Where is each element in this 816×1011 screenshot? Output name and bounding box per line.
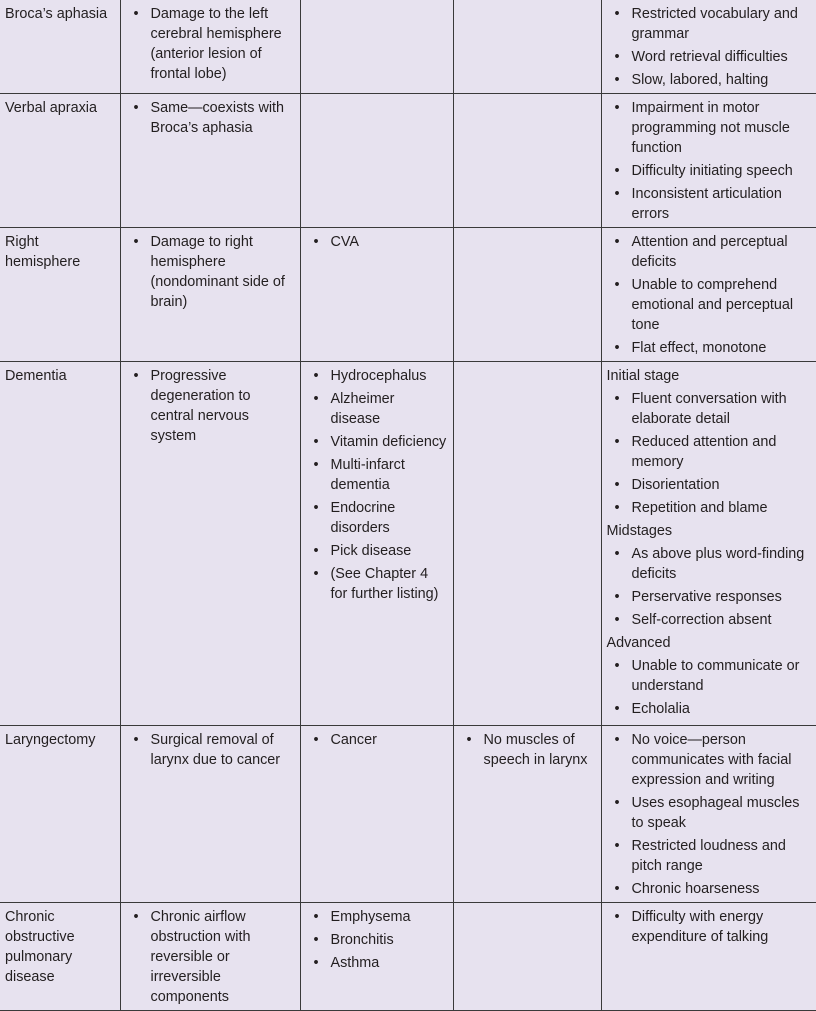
list-item	[607, 232, 812, 272]
condition-cell: Broca’s aphasia	[0, 0, 120, 94]
bullet-icon: •	[614, 589, 620, 605]
list-item	[607, 730, 812, 790]
list-item	[607, 161, 812, 181]
list-item-text: Same—coexists with Broca’s aphasia	[150, 100, 285, 136]
bullet-icon: •	[133, 909, 139, 925]
list-item-text: Perservative responses	[631, 589, 782, 605]
bullet-icon: •	[313, 543, 319, 559]
cause-cell	[120, 94, 300, 228]
list-item-text: Difficulty initiating speech	[631, 163, 793, 179]
bullet-icon: •	[614, 546, 620, 562]
list-item	[126, 232, 295, 312]
features-cell	[601, 94, 816, 228]
list-item-text: Impairment in motor programming not muscle function	[631, 100, 790, 156]
bullet-icon: •	[614, 72, 620, 88]
cause-list	[126, 232, 295, 312]
etiology-cell	[300, 228, 453, 362]
table-row	[0, 0, 816, 94]
bullet-icon: •	[313, 955, 319, 971]
etiology-list	[306, 366, 448, 604]
anatomy-cell	[453, 228, 601, 362]
list-item	[607, 47, 812, 67]
list-item	[607, 498, 812, 518]
etiology-cell	[300, 0, 453, 94]
list-item	[306, 953, 448, 973]
list-item-text: Hydrocephalus	[330, 368, 427, 384]
cause-list	[126, 907, 295, 1007]
bullet-icon: •	[614, 881, 620, 897]
list-item-text: Self-correction absent	[631, 612, 772, 628]
stage-list	[607, 656, 812, 719]
list-item-text: Restricted loudness and pitch range	[631, 838, 786, 874]
list-item	[126, 98, 295, 138]
list-item	[607, 98, 812, 158]
list-item-text: Slow, labored, halting	[631, 72, 769, 88]
bullet-icon: •	[614, 795, 620, 811]
bullet-icon: •	[614, 434, 620, 450]
bullet-icon: •	[133, 368, 139, 384]
bullet-icon: •	[313, 500, 319, 516]
list-item	[607, 70, 812, 90]
stage-label: Initial stage	[606, 368, 680, 384]
etiology-cell	[300, 903, 453, 1011]
list-item-text: Difficulty with energy expenditure of talking	[631, 909, 769, 945]
features-cell	[601, 726, 816, 903]
list-item-text: Repetition and blame	[631, 500, 768, 516]
bullet-icon: •	[614, 909, 620, 925]
list-item	[126, 366, 295, 446]
features-list	[607, 907, 812, 947]
stage-list	[607, 389, 812, 518]
bullet-icon: •	[313, 368, 319, 384]
list-item-text: Attention and perceptual deficits	[631, 234, 788, 270]
table-row	[0, 726, 816, 903]
bullet-icon: •	[614, 186, 620, 202]
bullet-icon: •	[614, 838, 620, 854]
cause-cell	[120, 903, 300, 1011]
etiology-list	[306, 907, 448, 973]
list-item-text: Unable to communicate or understand	[631, 658, 800, 694]
bullet-icon: •	[614, 100, 620, 116]
condition-cell: Chronic obstructive pulmonary disease	[0, 903, 120, 1011]
list-item	[607, 879, 812, 899]
anatomy-cell	[453, 94, 601, 228]
list-item	[607, 389, 812, 429]
bullet-icon: •	[614, 500, 620, 516]
features-list	[607, 4, 812, 90]
list-item	[306, 389, 448, 429]
list-item	[306, 907, 448, 927]
list-item-text: Endocrine disorders	[330, 500, 396, 536]
list-item-text: No voice—person communicates with facial expression and writing	[631, 732, 792, 788]
anatomy-cell	[453, 0, 601, 94]
list-item-text: Uses esophageal muscles to speak	[631, 795, 800, 831]
list-item-text: Cancer	[330, 732, 377, 748]
features-list	[607, 98, 812, 224]
etiology-cell	[300, 362, 453, 726]
list-item-text: Asthma	[330, 955, 380, 971]
list-item	[126, 907, 295, 1007]
list-item	[306, 541, 448, 561]
bullet-icon: •	[133, 234, 139, 250]
list-item-text: Restricted vocabulary and grammar	[631, 6, 798, 42]
list-item-text: Damage to right hemisphere (nondominant side of brain)	[150, 234, 285, 310]
list-item	[459, 730, 596, 770]
bullet-icon: •	[313, 566, 319, 582]
list-item	[607, 699, 812, 719]
bullet-icon: •	[133, 6, 139, 22]
list-item	[607, 793, 812, 833]
etiology-cell	[300, 726, 453, 903]
list-item	[306, 432, 448, 452]
list-item	[126, 4, 295, 84]
list-item	[306, 366, 448, 386]
bullet-icon: •	[313, 909, 319, 925]
bullet-icon: •	[313, 234, 319, 250]
bullet-icon: •	[614, 340, 620, 356]
list-item	[607, 184, 812, 224]
bullet-icon: •	[614, 701, 620, 717]
condition-cell: Dementia	[0, 362, 120, 726]
table-row	[0, 903, 816, 1011]
bullet-icon: •	[614, 732, 620, 748]
list-item-text: Fluent conversation with elaborate detail	[631, 391, 787, 427]
list-item-text: Unable to comprehend emotional and perceptual tone	[631, 277, 794, 333]
list-item-text: Word retrieval difficulties	[631, 49, 788, 65]
table-row	[0, 362, 816, 726]
cause-list	[126, 4, 295, 84]
features-cell	[601, 362, 816, 726]
list-item-text: Bronchitis	[330, 932, 394, 948]
anatomy-cell	[453, 726, 601, 903]
condition-cell: Laryngectomy	[0, 726, 120, 903]
stage-label: Advanced	[606, 635, 671, 651]
list-item-text: Vitamin deficiency	[330, 434, 447, 450]
cause-list	[126, 98, 295, 138]
list-item-text: Surgical removal of larynx due to cancer	[150, 732, 281, 768]
list-item-text: Disorientation	[631, 477, 720, 493]
list-item-text: No muscles of speech in larynx	[483, 732, 588, 768]
list-item-text: Damage to the left cerebral hemisphere (anterior lesion of frontal lobe)	[150, 6, 282, 82]
bullet-icon: •	[466, 732, 472, 748]
list-item-text: Pick disease	[330, 543, 412, 559]
list-item-text: Multi-infarct dementia	[330, 457, 405, 493]
features-cell	[601, 903, 816, 1011]
bullet-icon: •	[614, 49, 620, 65]
list-item	[126, 730, 295, 770]
list-item-text: Chronic hoarseness	[631, 881, 760, 897]
bullet-icon: •	[614, 391, 620, 407]
condition-cell: Right hemisphere	[0, 228, 120, 362]
etiology-list	[306, 730, 448, 750]
list-item	[607, 338, 812, 358]
list-item-text: (See Chapter 4 for further listing)	[330, 566, 439, 602]
features-list	[607, 232, 812, 358]
list-item	[607, 544, 812, 584]
list-item-text: Progressive degeneration to central nervous system	[150, 368, 251, 444]
etiology-cell	[300, 94, 453, 228]
bullet-icon: •	[614, 234, 620, 250]
list-item-text: Chronic airflow obstruction with reversible or irreversible components	[150, 909, 251, 1005]
bullet-icon: •	[313, 391, 319, 407]
bullet-icon: •	[614, 6, 620, 22]
list-item-text: Echolalia	[631, 701, 690, 717]
bullet-icon: •	[313, 732, 319, 748]
list-item	[607, 907, 812, 947]
bullet-icon: •	[313, 932, 319, 948]
table-row	[0, 94, 816, 228]
bullet-icon: •	[614, 658, 620, 674]
bullet-icon: •	[614, 163, 620, 179]
list-item	[607, 610, 812, 630]
features-list	[607, 730, 812, 899]
list-item-text: Emphysema	[330, 909, 411, 925]
bullet-icon: •	[133, 732, 139, 748]
list-item	[306, 564, 448, 604]
list-item	[306, 498, 448, 538]
cause-cell	[120, 726, 300, 903]
list-item-text: Reduced attention and memory	[631, 434, 777, 470]
list-item	[607, 4, 812, 44]
condition-cell: Verbal apraxia	[0, 94, 120, 228]
list-item	[607, 656, 812, 696]
list-item	[607, 836, 812, 876]
anatomy-cell	[453, 903, 601, 1011]
table-row	[0, 228, 816, 362]
bullet-icon: •	[313, 434, 319, 450]
etiology-list	[306, 232, 448, 252]
cause-list	[126, 366, 295, 446]
list-item-text: As above plus word-finding deficits	[631, 546, 805, 582]
list-item-text: CVA	[330, 234, 360, 250]
cause-cell	[120, 228, 300, 362]
stage-list	[607, 544, 812, 630]
bullet-icon: •	[614, 477, 620, 493]
list-item-text: Flat effect, monotone	[631, 340, 767, 356]
cause-list	[126, 730, 295, 770]
list-item	[306, 455, 448, 495]
list-item-text: Alzheimer disease	[330, 391, 395, 427]
bullet-icon: •	[614, 277, 620, 293]
cause-cell	[120, 0, 300, 94]
list-item	[306, 232, 448, 252]
bullet-icon: •	[133, 100, 139, 116]
bullet-icon: •	[614, 612, 620, 628]
cause-cell	[120, 362, 300, 726]
list-item	[306, 730, 448, 750]
features-cell	[601, 228, 816, 362]
stage-label: Midstages	[606, 523, 673, 539]
anatomy-list	[459, 730, 596, 770]
features-cell	[601, 0, 816, 94]
anatomy-cell	[453, 362, 601, 726]
list-item	[306, 930, 448, 950]
list-item	[607, 587, 812, 607]
list-item-text: Inconsistent articulation errors	[631, 186, 782, 222]
bullet-icon: •	[313, 457, 319, 473]
list-item	[607, 432, 812, 472]
list-item	[607, 475, 812, 495]
list-item	[607, 275, 812, 335]
